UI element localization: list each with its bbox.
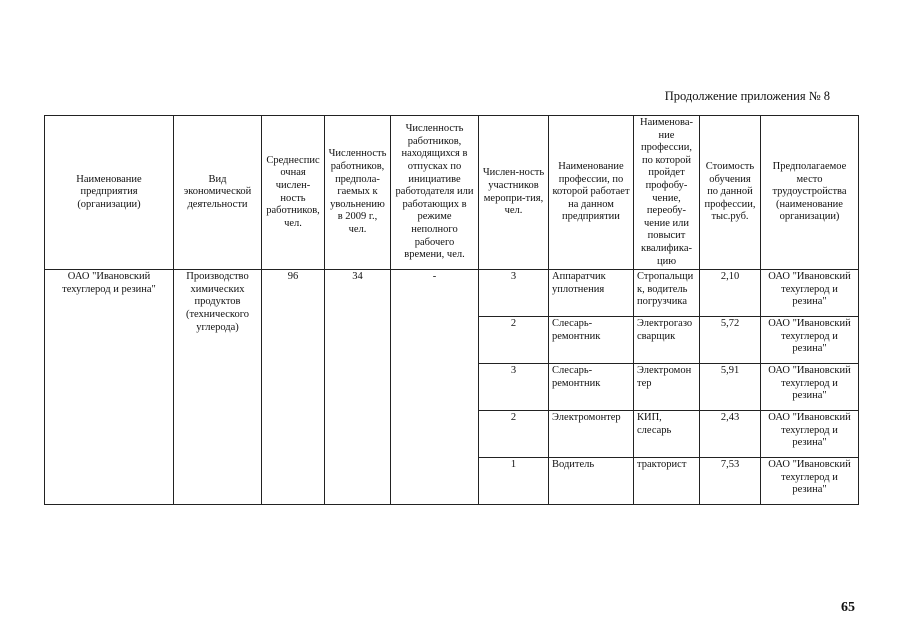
col-header-current-profession: Наименование профессии, по которой работает на данном предприятии xyxy=(549,116,634,270)
participants-cell: 3 xyxy=(479,364,549,411)
training-profession-cell: КИП, слесарь xyxy=(634,411,700,458)
col-header-planned-dismissal: Численность работников, предпола-гаемых к увольнению в 2009 г., чел. xyxy=(325,116,391,270)
training-profession-cell: Электромон тер xyxy=(634,364,700,411)
training-profession-cell: тракторист xyxy=(634,458,700,505)
participants-cell: 3 xyxy=(479,270,549,317)
training-cost-cell: 7,53 xyxy=(700,458,761,505)
planned-dismissal-cell: 34 xyxy=(325,270,391,505)
participants-cell: 2 xyxy=(479,411,549,458)
current-profession-cell: Аппаратчик уплотнения xyxy=(549,270,634,317)
col-header-employment: Предполагаемое место трудоустройства (наименование организации) xyxy=(761,116,859,270)
col-header-avg-headcount: Среднеспис очная числен-ность работников, чел. xyxy=(262,116,325,270)
current-profession-cell: Электромонтер xyxy=(549,411,634,458)
col-header-participants: Числен-ность участников меропри-тия, чел. xyxy=(479,116,549,270)
employment-cell: ОАО "Ивановский техуглерод и резина" xyxy=(761,317,859,364)
enterprise-name-cell: ОАО "Ивановский техуглерод и резина" xyxy=(45,270,174,505)
col-header-enterprise: Наименование предприятия (организации) xyxy=(45,116,174,270)
retraining-table xyxy=(44,115,859,505)
employment-cell: ОАО "Ивановский техуглерод и резина" xyxy=(761,364,859,411)
col-header-training-cost: Стоимость обучения по данной профессии, тыс.руб. xyxy=(700,116,761,270)
training-cost-cell: 2,43 xyxy=(700,411,761,458)
training-profession-cell: Стропальщи к, водитель погрузчика xyxy=(634,270,700,317)
table-header-row xyxy=(45,116,859,270)
employment-cell: ОАО "Ивановский техуглерод и резина" xyxy=(761,411,859,458)
page-number: 65 xyxy=(841,600,855,615)
on-leave-cell: - xyxy=(391,270,479,505)
training-cost-cell: 5,91 xyxy=(700,364,761,411)
employment-cell: ОАО "Ивановский техуглерод и резина" xyxy=(761,270,859,317)
avg-headcount-cell: 96 xyxy=(262,270,325,505)
current-profession-cell: Слесарь-ремонтник xyxy=(549,364,634,411)
employment-cell: ОАО "Ивановский техуглерод и резина" xyxy=(761,458,859,505)
training-profession-cell: Электрогазо сварщик xyxy=(634,317,700,364)
table-row xyxy=(45,270,859,317)
participants-cell: 1 xyxy=(479,458,549,505)
col-header-training-profession: Наименова-ние профессии, по которой пройдет профобу-чение, переобу-чение или повысит квалифика-цию xyxy=(634,116,700,270)
training-cost-cell: 5,72 xyxy=(700,317,761,364)
current-profession-cell: Водитель xyxy=(549,458,634,505)
appendix-continuation-note: Продолжение приложения № 8 xyxy=(664,89,830,103)
activity-cell: Производство химических продуктов (технического углерода) xyxy=(174,270,262,505)
training-cost-cell: 2,10 xyxy=(700,270,761,317)
col-header-on-leave: Численность работников, находящихся в отпусках по инициативе работодателя или работающих в режиме неполного рабочего времени, чел. xyxy=(391,116,479,270)
participants-cell: 2 xyxy=(479,317,549,364)
col-header-activity: Вид экономической деятельности xyxy=(174,116,262,270)
current-profession-cell: Слесарь-ремонтник xyxy=(549,317,634,364)
